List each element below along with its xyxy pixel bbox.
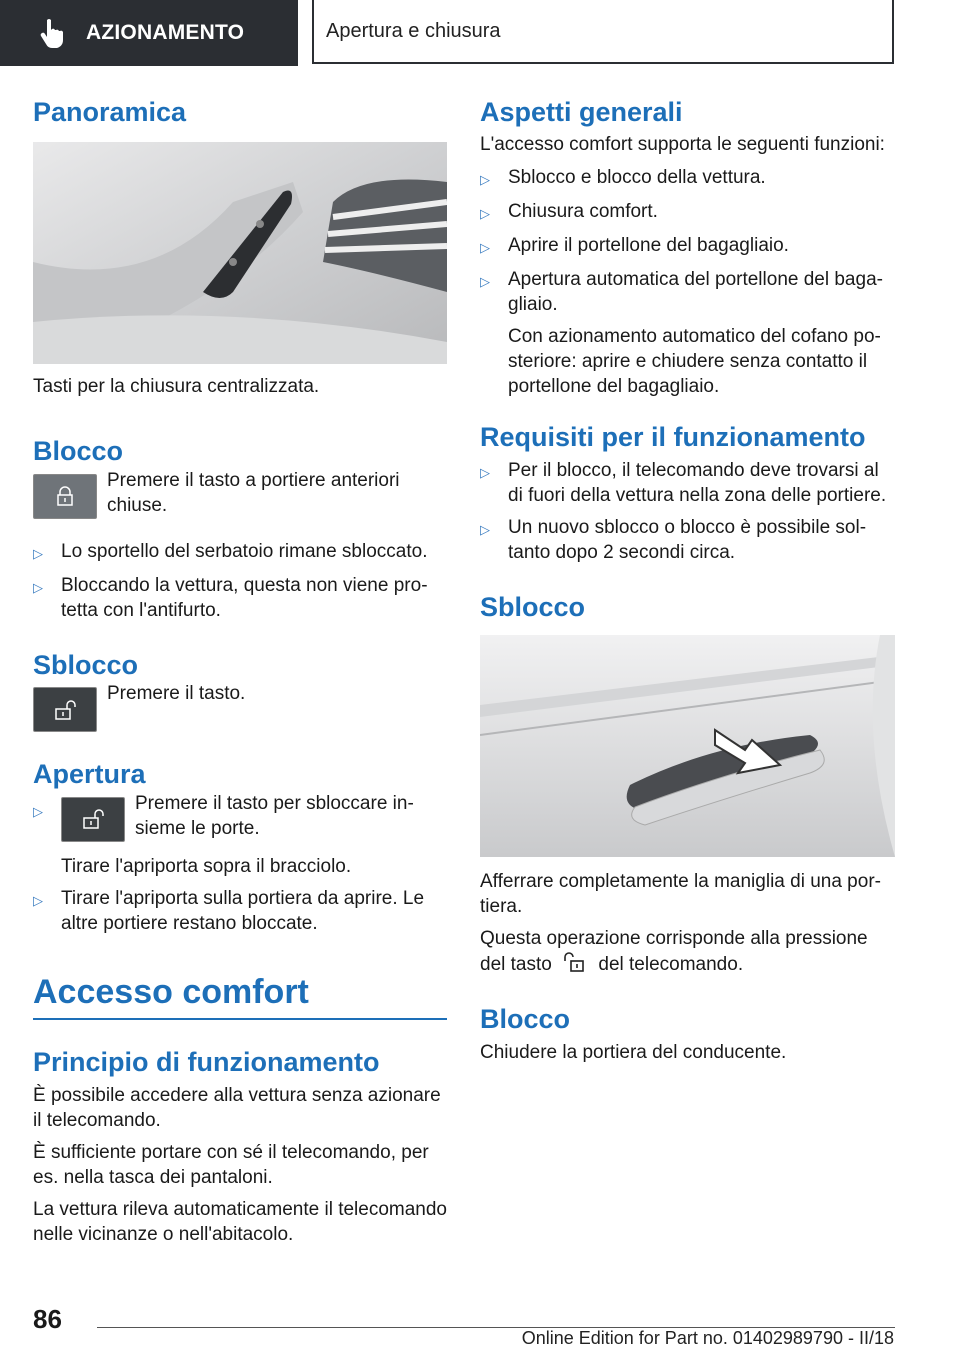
sblocco-caption: Afferrare completamente la maniglia di una portiera.	[480, 871, 881, 918]
left-column	[33, 96, 447, 1247]
list-item: ▷ Lo sportello del serbatoio rimane sbloccato.	[33, 539, 447, 566]
bullet-triangle-icon: ▷	[33, 545, 43, 561]
caption-panoramica: Tasti per la chiusura centralizzata.	[33, 376, 320, 398]
principio-para-1: È possibile accedere alla vettura senza azionare il telecomando.	[33, 1084, 441, 1131]
bullet-triangle-icon: ▷	[480, 206, 490, 222]
apertura-sub: Tirare l'apriporta sopra il bracciolo.	[61, 855, 352, 877]
chapter-title: Apertura e chiusura	[326, 19, 501, 42]
list-item: ▷ Aprire il portellone del bagagliaio.	[480, 233, 895, 260]
unlock-key-row	[33, 683, 447, 732]
bullet-triangle-icon: ▷	[33, 892, 43, 908]
list-item: ▷ Sblocco e blocco della vettura.	[480, 165, 895, 192]
unlock-icon	[80, 809, 106, 829]
bullet-triangle-icon: ▷	[480, 274, 490, 290]
chapter-box	[312, 0, 894, 64]
lock-icon	[52, 486, 78, 506]
page-footer	[0, 1290, 960, 1362]
heading-sblocco: Sblocco	[33, 649, 139, 680]
lock-key	[33, 474, 97, 519]
heading-principio: Principio di funzionamento	[33, 1047, 380, 1078]
heading-apertura: Apertura	[33, 759, 146, 790]
hand-pointer-icon	[38, 18, 64, 48]
door-handle-photo	[480, 635, 895, 857]
list-item: ▷ Apertura automatica del portellone del bagagliaio. Con azionamento automatico del cofano posteriore: aprire e chiudere senza contatto il portellone del bagagliaio.	[480, 267, 895, 399]
heading-panoramica: Panoramica	[33, 97, 187, 127]
bullet-triangle-icon: ▷	[33, 579, 43, 595]
heading-accesso-comfort: Accesso comfort	[33, 972, 309, 1011]
page-header	[0, 0, 960, 66]
principio-para-2: È sufficiente portare con sé il telecomando, per es. nella tasca dei pantaloni.	[33, 1141, 429, 1188]
heading-blocco: Blocco	[33, 436, 124, 467]
edition-text: Online Edition for Part no. 01402989790 - II/18	[521, 1328, 894, 1348]
section-tab	[0, 0, 298, 66]
bullet-triangle-icon: ▷	[480, 464, 490, 480]
unlock-key	[33, 687, 97, 732]
blocco-right-text: Chiudere la portiera del conducente.	[480, 1041, 787, 1063]
list-item: ▷ Bloccando la vettura, questa non viene protetta con l'antifurto.	[33, 574, 428, 621]
central-locking-buttons-photo	[33, 142, 447, 364]
bullet-triangle-icon: ▷	[480, 240, 490, 256]
bullet-triangle-icon: ▷	[480, 172, 490, 188]
heading-aspetti: Aspetti generali	[480, 97, 683, 127]
heading-rule	[33, 1018, 447, 1020]
bullet-triangle-icon: ▷	[33, 803, 43, 819]
list-item: ▷ Chiusura comfort.	[480, 199, 895, 226]
aspetti-sub: Con azionamento automatico del cofano posteriore: aprire e chiudere senza contatto il portellone del bagagliaio.	[508, 326, 881, 398]
page-number: 86	[33, 1304, 62, 1334]
lock-key-row	[33, 469, 447, 519]
aspetti-intro: L'accesso comfort supporta le seguenti funzioni:	[480, 134, 885, 156]
principio-para-3: La vettura rileva automaticamente il telecomando nelle vicinanze o nell'abitacolo.	[33, 1198, 448, 1245]
unlock-key	[61, 797, 125, 842]
section-title: AZIONAMENTO	[86, 21, 245, 44]
heading-blocco-right: Blocco	[480, 1004, 571, 1035]
unlock-symbol-icon	[557, 951, 593, 973]
unlock-icon	[52, 700, 78, 720]
list-item: ▷ Tirare l'apriporta sulla portiera da aprire. Le altre portiere restano bloccate.	[33, 887, 425, 934]
list-item: ▷ Un nuovo sblocco o blocco è possibile soltanto dopo 2 secondi circa.	[480, 516, 867, 563]
sblocco-instruction: Premere il tasto.	[107, 683, 246, 705]
heading-requisiti: Requisiti per il funzionamento	[480, 422, 866, 453]
blocco-instruction: Premere il tasto a portiere anteriori chiuse.	[107, 469, 400, 516]
sblocco-para: Questa operazione corrisponde alla pressione del tasto del telecomando.	[480, 928, 868, 976]
apertura-instruction: Premere il tasto per sbloccare insieme le porte.	[135, 792, 414, 839]
heading-sblocco-right: Sblocco	[480, 591, 586, 622]
list-item	[33, 792, 447, 879]
right-column	[480, 96, 895, 1065]
bullet-triangle-icon: ▷	[480, 521, 490, 537]
list-item: ▷ Per il blocco, il telecomando deve trovarsi al di fuori della vettura nella zona delle portiere.	[480, 459, 887, 506]
